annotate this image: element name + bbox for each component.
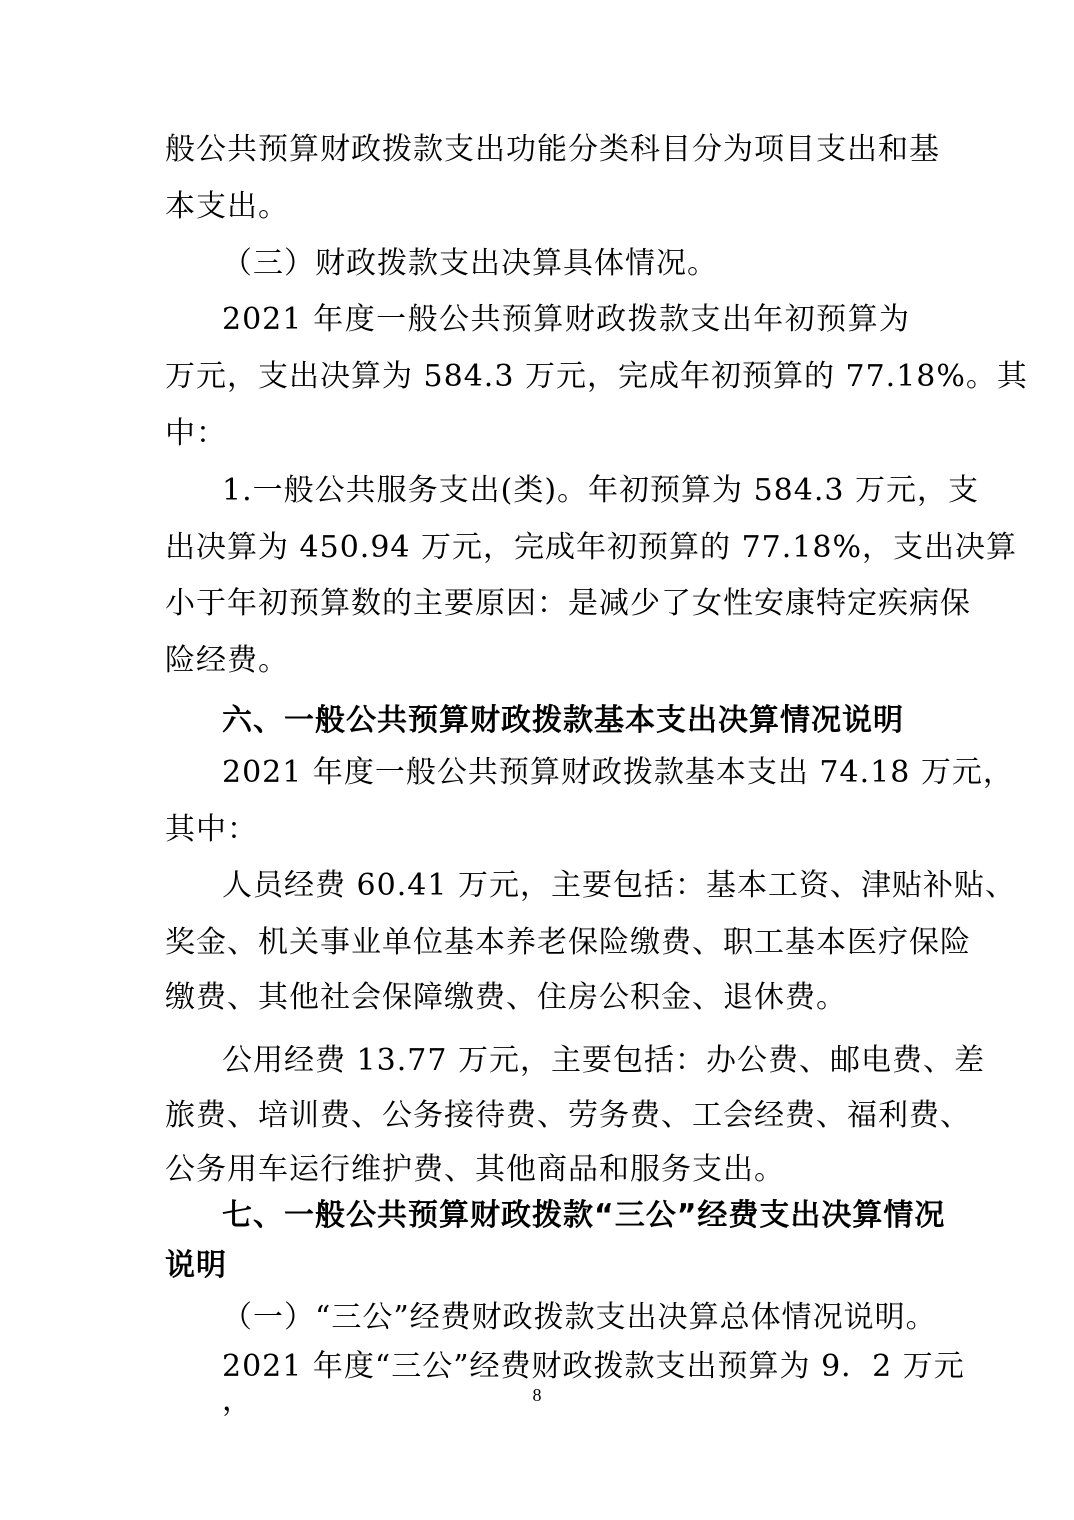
section-heading: 六、一般公共预算财政拨款基本支出决算情况说明 [222,703,904,738]
section-heading: 七、一般公共预算财政拨款“三公”经费支出决算情况 [222,1198,946,1233]
body-text-line: 公务用车运行维护费、其他商品和服务支出。 [165,1152,785,1187]
body-text-line: 2021 年度一般公共预算财政拨款基本支出 74.18 万元， [222,755,1014,790]
body-text-line: 其中： [165,812,258,847]
body-text-line: 缴费、其他社会保障缴费、住房公积金、退休费。 [165,980,847,1015]
body-text-line: 中： [165,416,227,451]
body-text-line: ， [222,1383,253,1418]
body-text-line: 险经费。 [165,643,289,678]
body-text-line: 出决算为 450.94 万元，完成年初预算的 77.18%，支出决算 [165,530,1017,565]
body-text-line: 1.一般公共服务支出(类)。年初预算为 584.3 万元，支 [222,473,979,508]
page-number: 8 [532,1385,542,1405]
body-text-line: 奖金、机关事业单位基本养老保险缴费、职工基本医疗保险 [165,925,971,960]
body-text-line: 般公共预算财政拨款支出功能分类科目分为项目支出和基 [165,132,940,167]
body-text-line: 本支出。 [165,189,289,224]
subsection-heading: （一）“三公”经费财政拨款支出决算总体情况说明。 [222,1300,937,1335]
body-text-line: 旅费、培训费、公务接待费、劳务费、工会经费、福利费、 [165,1098,971,1133]
body-text-line: 人员经费 60.41 万元，主要包括：基本工资、津贴补贴、 [222,868,1016,903]
body-text-line: 小于年初预算数的主要原因：是减少了女性安康特定疾病保 [165,586,971,621]
body-text-line: 2021 年度一般公共预算财政拨款支出年初预算为 [222,302,910,337]
body-text-line: 公用经费 13.77 万元，主要包括：办公费、邮电费、差 [222,1043,985,1078]
subsection-heading: （三）财政拨款支出决算具体情况。 [222,246,718,281]
body-text-line: 2021 年度“三公”经费财政拨款支出预算为 9．2 万元 [222,1349,965,1384]
body-text-line: 万元，支出决算为 584.3 万元，完成年初预算的 77.18%。其 [165,359,1028,394]
section-heading: 说明 [165,1248,227,1283]
